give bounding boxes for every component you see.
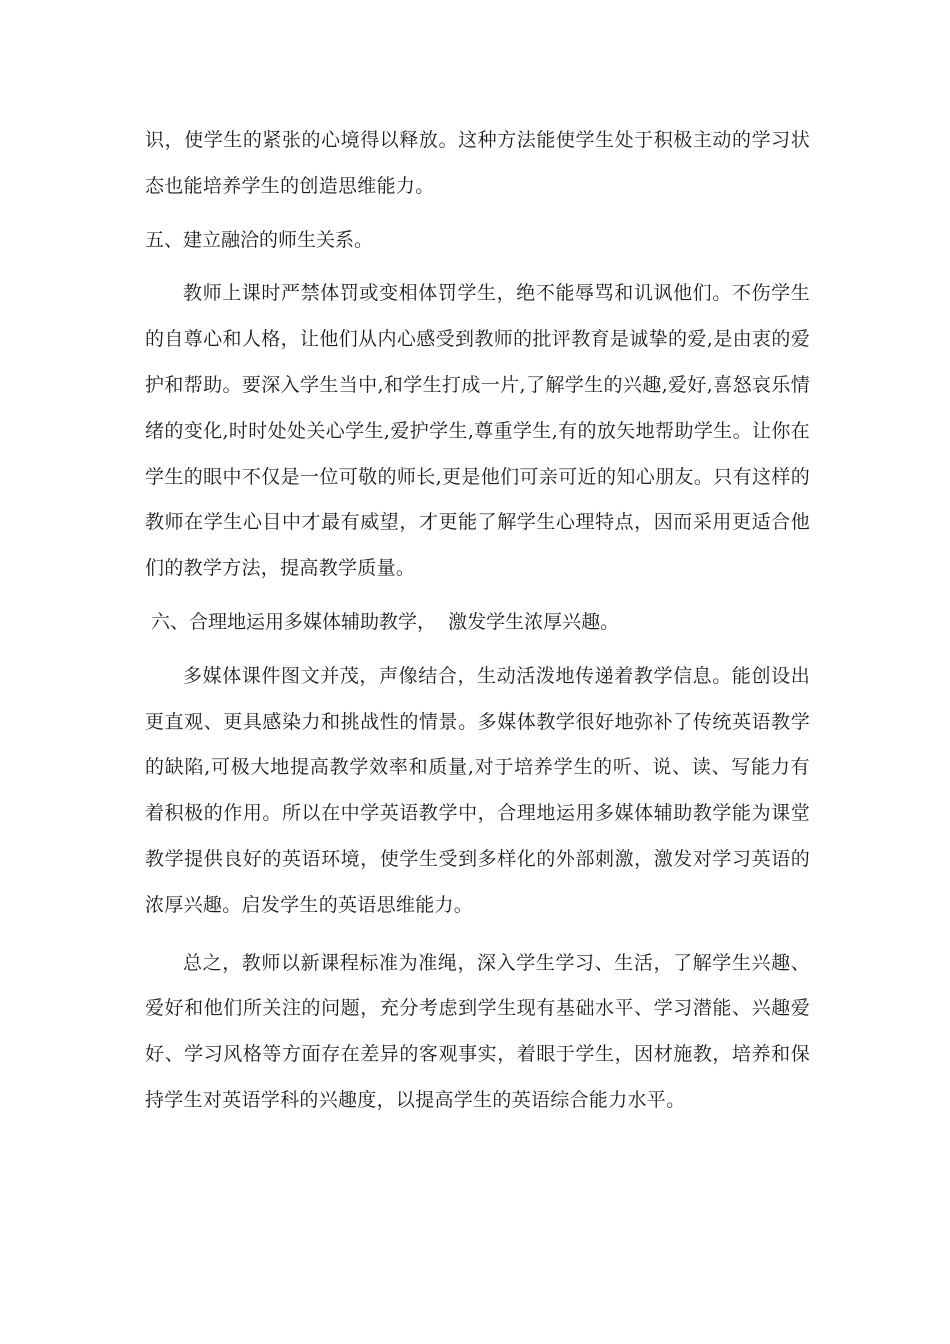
section-heading-5: 五、建立融洽的师生关系。 xyxy=(145,228,374,251)
paragraph-teacher-relationship: 教师上课时严禁体罚或变相体罚学生，绝不能辱骂和讥讽他们。不伤学生的自尊心和人格，让他们从内心感受到教师的批评教育是诚挚的爱,是由衷的爱护和帮助。要深入学生当中,和学生打成一片,了解学生的兴趣,爱好,喜怒哀乐情绪的变化,时时处处关心学生,爱护学生,尊重学生,有的放矢地帮助学生。让你在学生的眼中不仅是一位可敬的师长,更是他们可亲可近的知心朋友。只有这样的教师在学生心目中才最有威望，才更能了解学生心理特点，因而采用更适合他们的教学方法，提高教学质量。 xyxy=(145,282,810,580)
paragraph-multimedia: 多媒体课件图文并茂，声像结合，生动活泼地传递着教学信息。能创设出更直观、更具感染力和挑战性的情景。多媒体教学很好地弥补了传统英语教学的缺陷,可极大地提高教学效率和质量,对于培养学生的听、说、读、写能力有着积极的作用。所以在中学英语教学中，合理地运用多媒体辅助教学能为课堂教学提供良好的英语环境，使学生受到多样化的外部刺激，激发对学习英语的浓厚兴趣。启发学生的英语思维能力。 xyxy=(145,664,810,916)
section-heading-6: 六、合理地运用多媒体辅助教学， 激发学生浓厚兴趣。 xyxy=(145,610,620,633)
document-body xyxy=(145,118,810,1124)
spacer xyxy=(145,592,810,600)
paragraph-continuation: 识，使学生的紧张的心境得以释放。这种方法能使学生处于积极主动的学习状态也能培养学生的创造思维能力。 xyxy=(145,129,810,197)
spacer xyxy=(145,210,810,218)
paragraph-conclusion: 总之，教师以新课程标准为准绳，深入学生学习、生活，了解学生兴趣、爱好和他们所关注的问题，充分考虑到学生现有基础水平、学习潜能、兴趣爱好、学习风格等方面存在差异的客观事实，着眼于学生，因材施教，培养和保持学生对英语学科的兴趣度，以提高学生的英语综合能力水平。 xyxy=(145,951,810,1111)
spacer xyxy=(145,646,810,654)
spacer xyxy=(145,929,810,941)
spacer xyxy=(145,263,810,271)
